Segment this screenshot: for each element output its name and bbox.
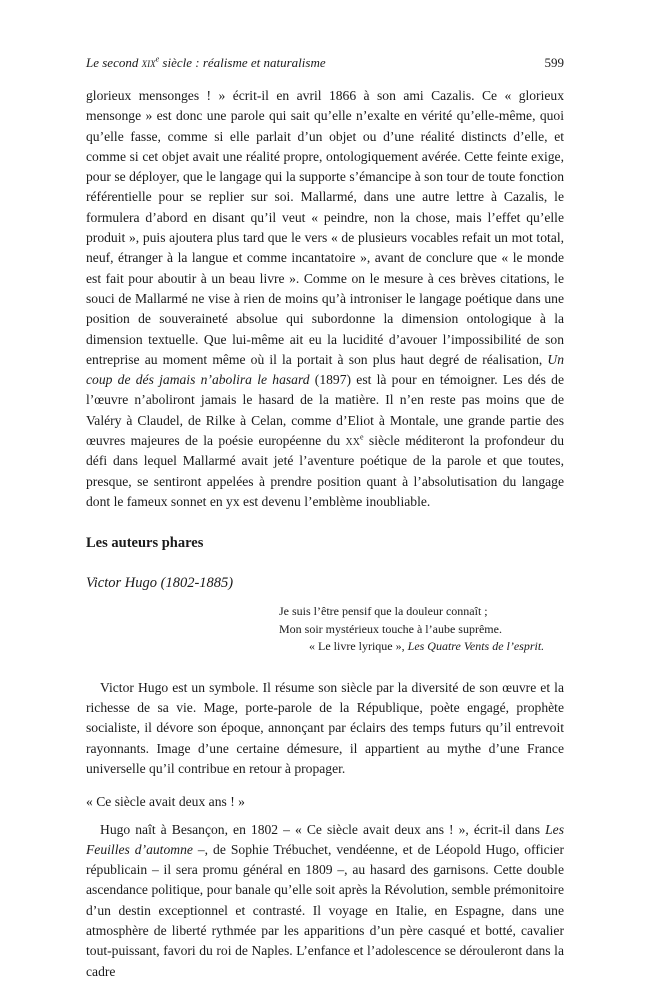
para3-text-a: Hugo naît à Besançon, en 1802 – « Ce siècle avait deux ans ! », écrit-il dans xyxy=(100,821,546,837)
running-title-sup: e xyxy=(155,54,160,64)
para3-title-feuilles: Les Feuilles d’automne xyxy=(86,821,564,857)
para1-century: xx xyxy=(345,433,360,449)
epigraph-attr-pre: « Le livre lyrique », xyxy=(309,639,408,654)
running-title-pre: Le second xyxy=(86,55,142,70)
epigraph-line-1: Je suis l’être pensif que la douleur connaît ; xyxy=(279,604,488,619)
sub-sub-heading: « Ce siècle avait deux ans ! » xyxy=(86,794,245,810)
epigraph xyxy=(279,603,564,656)
para3-text-b: –, de Sophie Trébuchet, vendéenne, et de Léopold Hugo, officier républicain – il sera promu général en 1809 –, au hasard des garnisons. Cette double ascendance politique, pour banale qu’elle soit après la Révolution, semble prémonitoire d’un destin exceptionnel et contrasté. Il voyage en Italie, en Espagne, dans une atmosphère de liberté rythmée par les apparitions d’un père casqué et botté, cavalier tout-puissant, favori du roi de Naples. L’enfance et l’adolescence se dérouleront dans la cadre xyxy=(86,841,564,979)
para1-text-c: siècle méditeront la profondeur du défi dans lequel Mallarmé avait jeté l’aventure poétique de la parole et que toutes, presque, se sentiront appelées à prendre position quant à l’absolutisation du langage dont le fameux sonnet en yx est devenu l’emblème inoubliable. xyxy=(86,433,564,509)
sub-heading-victor-hugo: Victor Hugo (1802-1885) xyxy=(86,575,234,592)
epigraph-line-2: Mon soir mystérieux touche à l’aube suprême. xyxy=(279,621,502,636)
para1-text-b: (1897) est là pour en témoigner. Les dés de l’œuvre n’aboliront jamais le hasard de la matière. Il n’en reste pas moins que de Valéry à Claudel, de Rilke à Celan, comme d’Eliot à Montale, une grande partie des œuvres majeures de la poésie européenne du xyxy=(86,372,565,449)
running-title xyxy=(86,54,326,71)
paragraph-hugo-birth xyxy=(86,820,564,982)
para1-text-a: glorieux mensonges ! » écrit-il en avril 1866 à son ami Cazalis. Ce « glorieux mensonge » est donc une parole qui sait qu’elle n’exalte en vérité qu’elle-même, quoi qu’elle fasse, comme si elle parlait d’un objet ou d’une réalité distincts d’elle, et comme si cet objet avait une réalité propre, ontologiquement avérée. Cette feinte exige, pour se déployer, que le langage qui la supporte s’émancipe à son tour de toute fonction référentielle pour se replier sur soi. Mallarmé, dans une autre lettre à Cazalis, le formulera d’abord en disant qu’il veut « peindre, non la chose, mais l’effet qu’elle produit », puis ajoutera plus tard que le vers « de plusieurs vocables refait un mot total, neuf, étranger à la langue et comme incantatoire », avant de conclure que « le monde est fait pour aboutir à un beau livre ». Comme on le mesure à ces brèves citations, le souci de Mallarmé ne vise à rien de moins qu’à introniser le langage poétique dans une position de souveraineté absolue qui subordonne la dimension ontologique à la dimension textuelle. Que lui-même ait eu la lucidité d’avouer l’impossibilité de son entreprise au moment même où il la portait à son plus haut degré de réalisation, xyxy=(86,88,564,367)
para1-title-coup-de-des: Un coup de dés jamais n’abolira le hasard xyxy=(86,351,564,388)
paragraph-mallarme xyxy=(86,86,564,512)
para1-sup: e xyxy=(359,432,364,442)
epigraph-attr-title: Les Quatre Vents de l’esprit. xyxy=(407,639,545,654)
running-title-post: siècle : réalisme et naturalisme xyxy=(159,55,326,70)
page-number: 599 xyxy=(544,55,564,70)
running-title-century: xix xyxy=(141,55,156,70)
book-page xyxy=(86,54,564,982)
paragraph-hugo-symbol: Victor Hugo est un symbole. Il résume son siècle par la diversité de son œuvre et la richesse de sa vie. Mage, porte-parole de la République, poète engagé, prophète socialiste, il dévore son époque, annonçant par éclairs des temps futurs qu’il entrevoit rayonnants. Image d’une certaine démesure, il appartient au mythe d’une France universelle qu’il contribue en retour à propager. xyxy=(86,679,564,776)
epigraph-attribution xyxy=(279,638,564,656)
running-header xyxy=(86,54,564,71)
section-heading: Les auteurs phares xyxy=(86,535,204,552)
